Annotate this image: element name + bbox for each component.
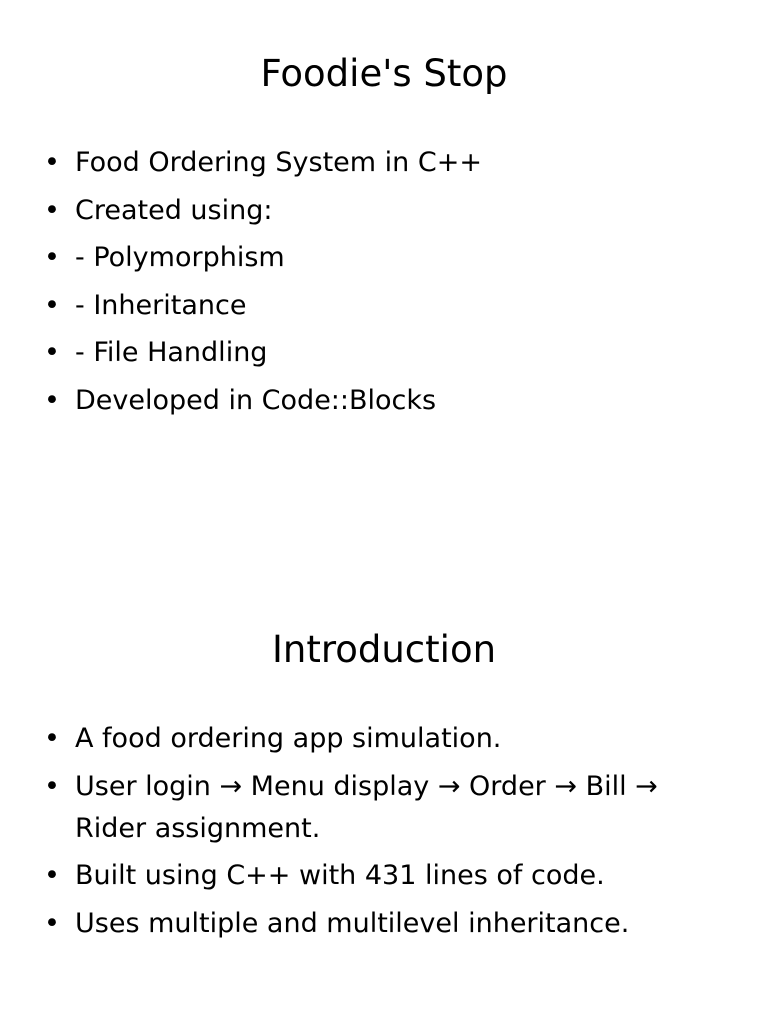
bullet-item: [0, 142, 768, 184]
bullet-item: [0, 718, 768, 760]
bullet-item: [0, 285, 768, 327]
bullet-icon: •: [44, 723, 60, 754]
bullet-item: [0, 237, 768, 279]
bullet-text: Food Ordering System in C++: [75, 147, 482, 178]
bullet-item: [0, 380, 768, 422]
bullet-text: - File Handling: [75, 337, 268, 368]
bullet-item: [0, 766, 768, 850]
bullet-icon: •: [44, 337, 60, 368]
bullet-text: Uses multiple and multilevel inheritance.: [75, 907, 630, 939]
bullet-text: - Polymorphism: [75, 242, 285, 273]
bullet-text: - Inheritance: [75, 289, 247, 321]
bullet-item: [0, 190, 768, 232]
bullet-text: Built using C++ with 431 lines of code.: [75, 860, 605, 891]
bullet-icon: •: [44, 384, 60, 416]
bullet-icon: •: [44, 242, 60, 273]
bullet-text: Developed in Code::Blocks: [75, 384, 437, 416]
bullet-list: [0, 142, 768, 427]
bullet-icon: •: [44, 147, 60, 178]
slide-title: Foodie's Stop: [260, 52, 508, 95]
bullet-text: Created using:: [75, 194, 273, 226]
bullet-icon: •: [44, 289, 60, 321]
slide-introduction: [0, 576, 768, 1024]
bullet-item: [0, 855, 768, 897]
bullet-icon: •: [44, 770, 60, 802]
bullet-icon: •: [44, 860, 60, 891]
bullet-item: [0, 903, 768, 945]
bullet-icon: •: [44, 194, 60, 226]
bullet-list: [0, 718, 768, 950]
bullet-item: [0, 332, 768, 374]
slide-title: Introduction: [271, 628, 497, 671]
bullet-text: A food ordering app simulation.: [75, 723, 502, 754]
bullet-icon: •: [44, 907, 60, 939]
bullet-text: User login → Menu display → Order → Bill → Rider assignment.: [75, 770, 658, 844]
